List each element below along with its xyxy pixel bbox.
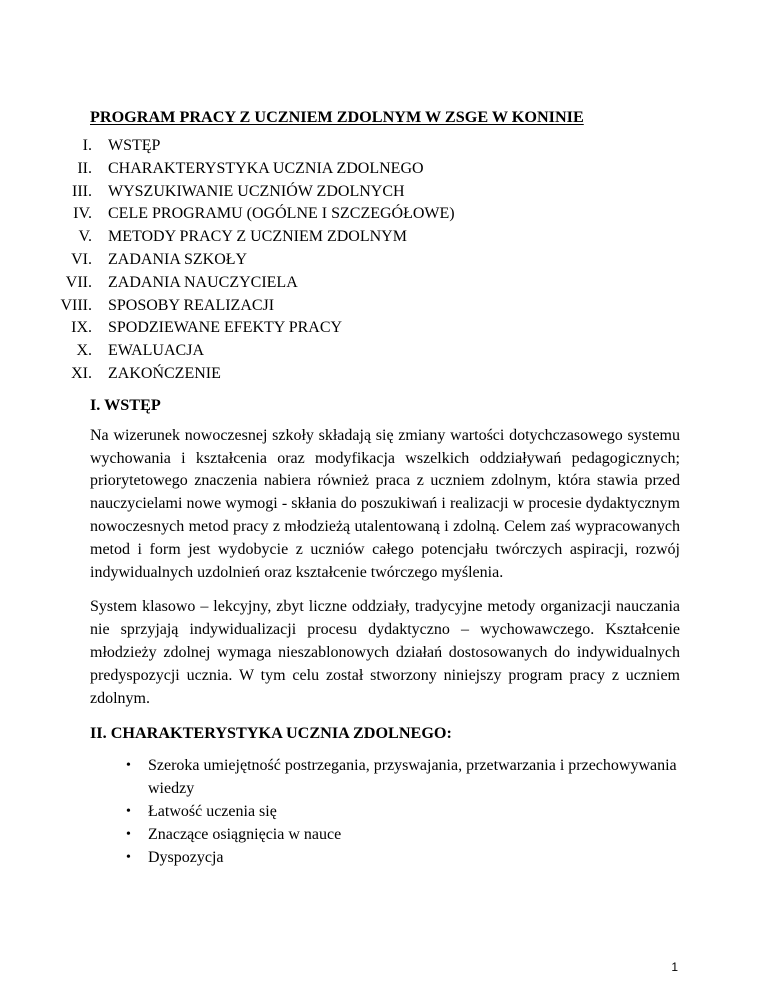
page-number: 1 — [671, 960, 678, 974]
toc-item — [60, 203, 680, 226]
toc-text: METODY PRACY Z UCZNIEM ZDOLNYM — [108, 228, 407, 246]
toc-text: SPOSOBY REALIZACJI — [108, 296, 275, 314]
list-item — [126, 847, 680, 870]
toc-text: CELE PROGRAMU (OGÓLNE I SZCZEGÓŁOWE) — [108, 205, 455, 223]
toc-number: III. — [72, 182, 92, 200]
toc-text: CHARAKTERYSTYKA UCZNIA ZDOLNEGO — [108, 159, 424, 177]
toc-item — [60, 295, 680, 318]
document-page — [60, 108, 680, 869]
toc-item — [60, 135, 680, 158]
toc-text: SPODZIEWANE EFEKTY PRACY — [108, 319, 343, 337]
toc-item — [60, 226, 680, 249]
bullet-icon: • — [126, 826, 131, 842]
bullet-icon: • — [126, 849, 131, 865]
toc-number: IV. — [73, 205, 92, 223]
toc-item — [60, 272, 680, 295]
toc-number: V. — [78, 228, 92, 246]
toc-text: EWALUACJA — [108, 342, 204, 360]
toc-number: II. — [77, 159, 92, 177]
bullet-icon: • — [126, 803, 131, 819]
toc-number: I. — [82, 137, 92, 154]
list-item-text: Szeroka umiejętność postrzegania, przyswajania, przetwarzania i przechowywania wiedzy — [148, 757, 677, 798]
toc-text: ZADANIA SZKOŁY — [108, 250, 248, 268]
intro-paragraph-2: System klasowo – lekcyjny, zbyt liczne oddziały, tradycyjne metody organizacji nauczania nie sprzyjają indywidualizacji procesu dydaktyczno – wychowawczego. Kształcenie młodzieży zdolnej wymaga nieszablonowych działań dostosowanych do indywidualnych predyspozycji ucznia. W tym celu został stworzony niniejszy program pracy z uczniem zdolnym. — [90, 598, 680, 707]
intro-paragraph-1: Na wizerunek nowoczesnej szkoły składają się zmiany wartości dotychczasowego systemu wychowania i kształcenia oraz modyfikacja wszelkich oddziaływań pedagogicznych; priorytetowego znaczenia nabiera również praca z uczniem zdolnym, która stawia przed nauczycielami nowe wymogi - skłania do poszukiwań i realizacji w procesie dydaktycznym nowoczesnych metod pracy z młodzieżą utalentowaną i zdolną. Celem zaś wypracowanych metod i form jest wydobycie z uczniów całego potencjału twórczych aspiracji, rozwój indywidualnych uzdolnień oraz kształcenie twórczego myślenia. — [90, 426, 680, 581]
list-item-text: Łatwość uczenia się — [148, 802, 277, 820]
characteristics-list — [90, 755, 680, 869]
list-item-text: Dyspozycja — [148, 848, 224, 866]
toc-item — [60, 158, 680, 181]
toc-item — [60, 317, 680, 340]
bullet-icon: • — [126, 758, 131, 774]
section-heading-intro: I. WSTĘP — [90, 395, 161, 414]
toc-item — [60, 249, 680, 272]
toc-item — [60, 340, 680, 363]
toc-number: IX. — [71, 319, 92, 337]
toc-text: WYSZUKIWANIE UCZNIÓW ZDOLNYCH — [108, 182, 405, 200]
toc-number: X. — [76, 342, 92, 360]
toc-text: WSTĘP — [108, 137, 161, 154]
toc-item — [60, 363, 680, 386]
toc-number: VI. — [71, 250, 92, 268]
toc-number: VIII. — [60, 296, 92, 314]
list-item-text: Znaczące osiągnięcia w nauce — [148, 825, 342, 843]
document-title: PROGRAM PRACY Z UCZNIEM ZDOLNYM W ZSGE W KONINIE — [90, 108, 584, 126]
toc-item — [60, 181, 680, 204]
toc-text: ZAKOŃCZENIE — [108, 364, 221, 382]
section-heading-characteristics: II. CHARAKTERYSTYKA UCZNIA ZDOLNEGO: — [90, 724, 452, 743]
toc-number: VII. — [65, 273, 92, 291]
toc-text: ZADANIA NAUCZYCIELA — [108, 273, 298, 291]
list-item — [126, 755, 680, 801]
toc-number: XI. — [71, 364, 92, 382]
table-of-contents — [60, 135, 680, 386]
list-item — [126, 824, 680, 847]
list-item — [126, 801, 680, 824]
